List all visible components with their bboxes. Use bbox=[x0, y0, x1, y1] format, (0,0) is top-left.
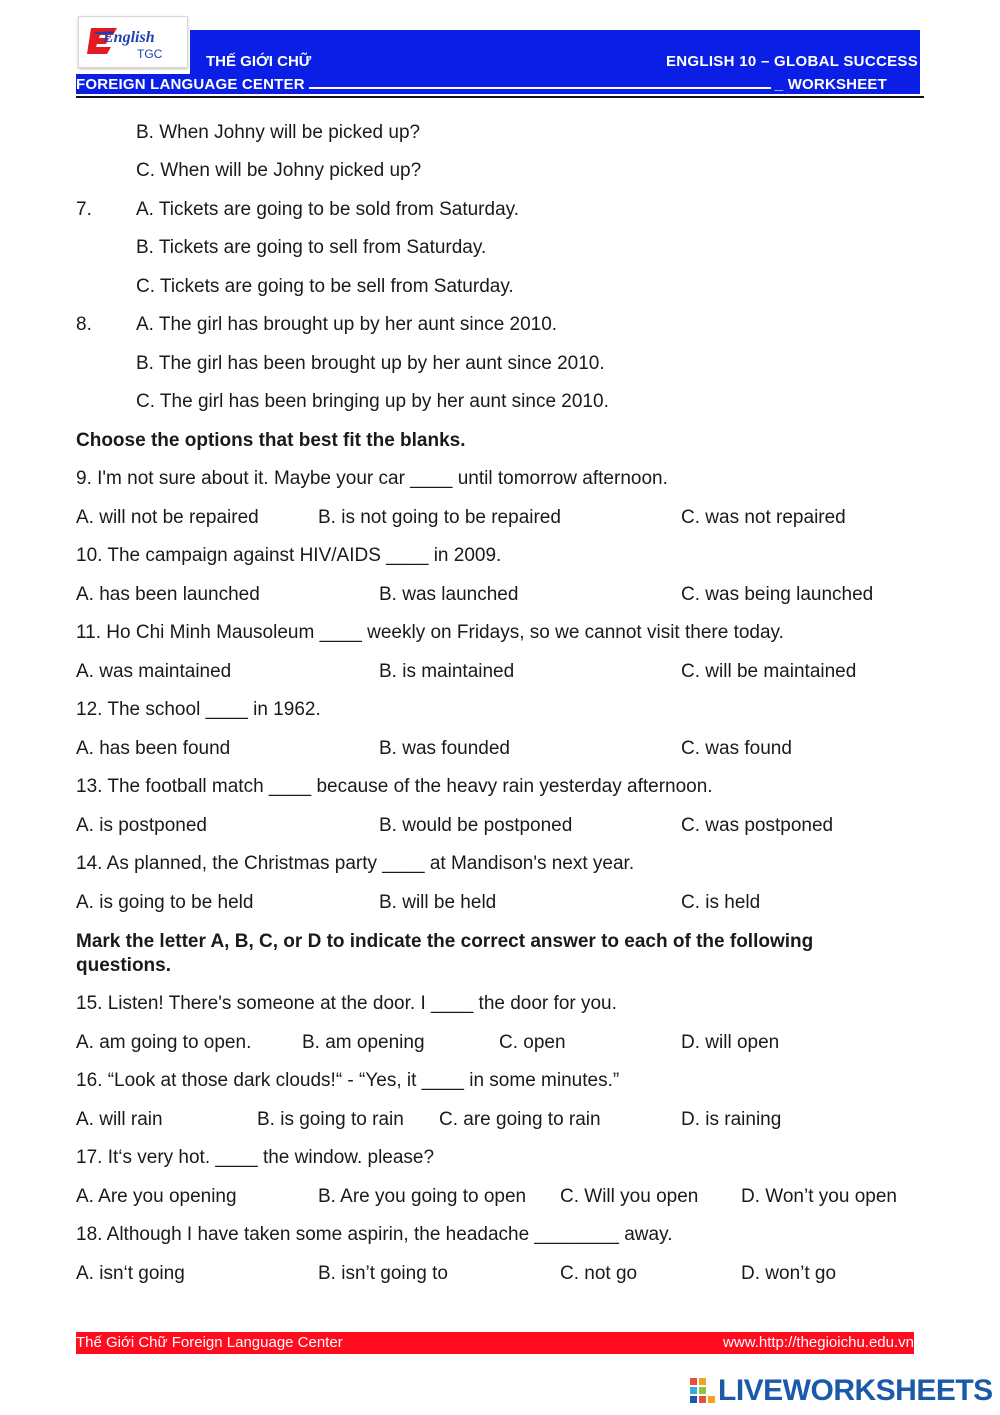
q15-option-d[interactable]: D. will open bbox=[681, 1032, 780, 1053]
q9-option-b[interactable]: B. is not going to be repaired bbox=[318, 507, 561, 528]
q9-option-c[interactable]: C. was not repaired bbox=[681, 507, 846, 528]
q17-option-b[interactable]: B. Are you going to open bbox=[318, 1186, 527, 1207]
q14-option-b[interactable]: B. will be held bbox=[379, 892, 497, 913]
q12-option-b[interactable]: B. was founded bbox=[379, 738, 510, 759]
center-line bbox=[76, 75, 920, 93]
q8-number: 8. bbox=[76, 314, 92, 335]
q8-option-a: A. The girl has brought up by her aunt since 2010. bbox=[136, 314, 558, 335]
q15-option-c[interactable]: C. open bbox=[499, 1032, 566, 1053]
q7-number: 7. bbox=[76, 199, 92, 220]
logo-text-english: English bbox=[103, 29, 155, 46]
q16-option-a[interactable]: A. will rain bbox=[76, 1109, 163, 1130]
q17-option-d[interactable]: D. Won’t you open bbox=[741, 1186, 897, 1207]
q15-option-b[interactable]: B. am opening bbox=[302, 1032, 425, 1053]
q7-option-a: A. Tickets are going to be sold from Saturday. bbox=[136, 199, 520, 220]
section-heading-mark-line1: Mark the letter A, B, C, or D to indicate the correct answer to each of the following bbox=[76, 931, 814, 952]
worksheet-label: _ WORKSHEET bbox=[774, 76, 887, 93]
q11-option-a[interactable]: A. was maintained bbox=[76, 661, 232, 682]
q11-option-b[interactable]: B. is maintained bbox=[379, 661, 515, 682]
section-heading-mark-line2: questions. bbox=[76, 955, 172, 976]
liveworksheets-grid-icon bbox=[690, 1378, 716, 1404]
header-fill-line bbox=[309, 75, 771, 89]
liveworksheets-watermark: LIVEWORKSHEETS bbox=[718, 1374, 993, 1407]
q6-option-b: B. When Johny will be picked up? bbox=[136, 122, 421, 143]
header-rule bbox=[76, 96, 924, 98]
q11-option-c[interactable]: C. will be maintained bbox=[681, 661, 857, 682]
q6-option-c: C. When will be Johny picked up? bbox=[136, 160, 422, 181]
q13-option-b[interactable]: B. would be postponed bbox=[379, 815, 573, 836]
q18-option-c[interactable]: C. not go bbox=[560, 1263, 638, 1284]
q8-option-c: C. The girl has been bringing up by her aunt since 2010. bbox=[136, 391, 609, 412]
footer-website[interactable]: www.http://thegioichu.edu.vn bbox=[723, 1334, 914, 1351]
q17-stem: 17. It‘s very hot. ____ the window. please? bbox=[76, 1147, 435, 1168]
q12-option-a[interactable]: A. has been found bbox=[76, 738, 231, 759]
logo-text-tgc: TGC bbox=[137, 47, 163, 61]
series-title: ENGLISH 10 – GLOBAL SUCCESS bbox=[665, 53, 918, 70]
q13-stem: 13. The football match ____ because of the heavy rain yesterday afternoon. bbox=[76, 776, 713, 797]
q7-option-c: C. Tickets are going to be sell from Saturday. bbox=[136, 276, 514, 297]
q14-option-c[interactable]: C. is held bbox=[681, 892, 761, 913]
q18-option-b[interactable]: B. isn’t going to bbox=[318, 1263, 448, 1284]
q7-option-b: B. Tickets are going to sell from Saturday. bbox=[136, 237, 487, 258]
q16-option-c[interactable]: C. are going to rain bbox=[439, 1109, 601, 1130]
q18-option-d[interactable]: D. won’t go bbox=[741, 1263, 837, 1284]
q10-option-a[interactable]: A. has been launched bbox=[76, 584, 260, 605]
q14-stem: 14. As planned, the Christmas party ____ at Mandison's next year. bbox=[76, 853, 635, 874]
q14-option-a[interactable]: A. is going to be held bbox=[76, 892, 254, 913]
q15-option-a[interactable]: A. am going to open. bbox=[76, 1032, 252, 1053]
q10-stem: 10. The campaign against HIV/AIDS ____ in 2009. bbox=[76, 545, 502, 566]
q12-stem: 12. The school ____ in 1962. bbox=[76, 699, 321, 720]
q10-option-b[interactable]: B. was launched bbox=[379, 584, 519, 605]
q16-stem: 16. “Look at those dark clouds!“ - “Yes, it ____ in some minutes.” bbox=[76, 1070, 620, 1091]
q17-option-c[interactable]: C. Will you open bbox=[560, 1186, 699, 1207]
q9-option-a[interactable]: A. will not be repaired bbox=[76, 507, 259, 528]
section-heading-blanks: Choose the options that best fit the blanks. bbox=[76, 430, 466, 451]
q11-stem: 11. Ho Chi Minh Mausoleum ____ weekly on Fridays, so we cannot visit there today. bbox=[76, 622, 784, 643]
logo bbox=[78, 16, 188, 68]
q18-stem: 18. Although I have taken some aspirin, the headache ________ away. bbox=[76, 1224, 673, 1245]
q18-option-a[interactable]: A. isn‘t going bbox=[76, 1263, 185, 1284]
q13-option-c[interactable]: C. was postponed bbox=[681, 815, 834, 836]
brand-title: THẾ GIỚI CHỮ bbox=[206, 53, 312, 70]
q10-option-c[interactable]: C. was being launched bbox=[681, 584, 874, 605]
footer-center-name: Thế Giới Chữ Foreign Language Center bbox=[76, 1334, 343, 1351]
q17-option-a[interactable]: A. Are you opening bbox=[76, 1186, 237, 1207]
q16-option-b[interactable]: B. is going to rain bbox=[257, 1109, 404, 1130]
q12-option-c[interactable]: C. was found bbox=[681, 738, 792, 759]
q16-option-d[interactable]: D. is raining bbox=[681, 1109, 782, 1130]
q15-stem: 15. Listen! There's someone at the door. I ____ the door for you. bbox=[76, 993, 617, 1014]
center-name: FOREIGN LANGUAGE CENTER bbox=[76, 76, 305, 93]
q13-option-a[interactable]: A. is postponed bbox=[76, 815, 207, 836]
q8-option-b: B. The girl has been brought up by her aunt since 2010. bbox=[136, 353, 605, 374]
q9-stem: 9. I'm not sure about it. Maybe your car ____ until tomorrow afternoon. bbox=[76, 468, 668, 489]
